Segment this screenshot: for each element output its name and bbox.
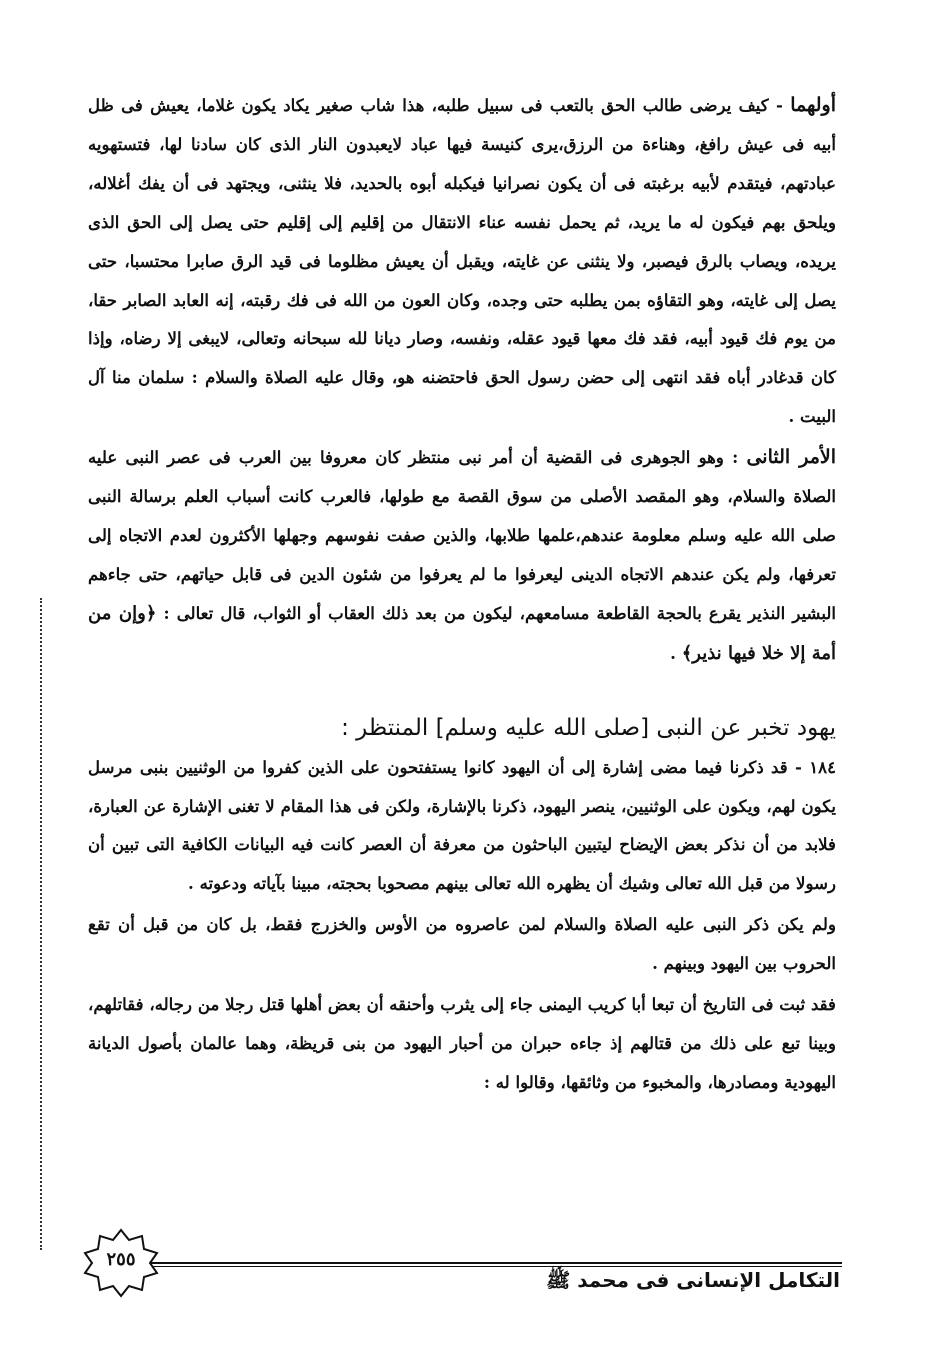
main-text-column [88, 86, 836, 1102]
paragraph-body: - كيف يرضى طالب الحق بالتعب فى سبيل طلبه، هذا شاب صغير يكاد يكون غلاما، يعيش فى ظل أبيه فى عيش رافغ، وهناءة من الرزق،يرى كنيسة فيها عباد لايعبدون النار الذى كان سادنا لها، فتستهويه عبادتهم، فيتقدم لأبيه برغبته فى أن يكون نصرانيا فيكبله أبوه بالحديد، فلا ينثنى، ويجتهد فى أن يفك أغلاله، ويلحق بهم فيكون له ما يريد، ثم يحمل نفسه عناء الانتقال من إقليم إلى إقليم حتى يصل إلى الحق الذى يريده، ويصاب بالرق فيصبر، ولا ينثنى عن غايته، ويقبل أن يعيش مظلوما فى قيد الرق صابرا محتسبا، حتى يصل إلى غايته، وهو التقاؤه بمن يطلبه حتى وجده، وكان العون من الله فى فك رقبته، إنه العابد الصابر حقا، من يوم فك قيود أبيه، فقد فك معها قيود عقله، ونفسه، وصار دیانا لله سبحانه وتعالى، لايبغى إلا رضاه، وإذا كان قدغادر أباه فقد انتهى إلى حضن رسول الحق فاحتضنه هو، وقال عليه الصلاة والسلام : سلمان منا آل البيت . [88, 95, 836, 427]
paragraph-first-matter [88, 86, 836, 436]
paragraph-lead: الأمر الثانى [746, 446, 836, 469]
section-heading: يهود تخبر عن النبى [صلى الله عليه وسلم] المنتظر : [341, 714, 836, 741]
page-number: ٢٥٥ [106, 1249, 136, 1270]
quran-quote: ﴿وإن من أمة إلا خلا فيها نذير﴾ [88, 602, 836, 664]
paragraph-lead: أولهما [790, 94, 836, 116]
paragraph-body: : وهو الجوهرى فى القضية أن أمر نبى منتظر كان معروفا بين العرب فى عصر النبى عليه الصلاة والسلام، وهو المقصد الأصلى من سوق القصة مع طولها، فالعرب كانت أسباب العلم برسالة النبى صلى الله عليه وسلم معلومة عندهم،علمها طلابها، والذين صفت نفوسهم وجهلها الأكثرون لعدم الاتجاه إلى تعرفها، ولم يكن عندهم الاتجاه الدينى ليعرفوا ما لم يعرفوا من شئون الدين فى قابل حياتهم، حتى جاءهم البشير النذير يقرع بالحجة القاطعة مسامعهم، ليكون من بعد ذلك العقاب أو الثواب، قال تعالى : [88, 447, 836, 623]
paragraph: ولم يكن ذكر النبى عليه الصلاة والسلام لمن عاصروه من الأوس والخزرج فقط، بل كان من قبل أن تقع الحروب بين اليهود وبينهم . [88, 914, 836, 974]
footer-rule [150, 1262, 842, 1264]
paragraph-second-matter [88, 438, 836, 673]
paragraph: ١٨٤ - قد ذكرنا فيما مضى إشارة إلى أن اليهود كانوا يستفتحون على الذين كفروا من الوثنيين بنبى مرسل يكون لهم، ويكون على الوثنيين، ينصر اليهود، ذكرنا بالإشارة، ولكن فى هذا المقام لا تغنى الإشارة عن العبارة، فلابد من أن نذكر بعض الإيضاح ليتبين الباحثون من معرفة أن العصر كانت فيه البيانات الكافية التى تبين أن رسولا من قبل الله تعالى وشيك أن يظهره الله تعالى بينهم مصحوبا بحجته، مبينا بآياته ودعوته . [88, 756, 836, 894]
paragraph-tail: . [670, 642, 682, 663]
footer-rule-thin [150, 1266, 842, 1267]
book-title-footer: التكامل الإنسانى فى محمد ﷺ [546, 1268, 840, 1292]
paragraph: فقد ثبت فى التاريخ أن تبعا أبا كريب اليمنى جاء إلى يثرب وأحنقه أن بعض أهلها قتل رجلا من رجاله، فقاتلهم، وبينا تبع على ذلك من قتالهم إذ جاءه حبران من أحبار اليهود من بنى قريظة، وهما عالمان بأصول الديانة اليهودية ومصادرها، والمخبوء من وثائقها، وقالوا له : [88, 994, 836, 1092]
margin-dotted-rule [40, 598, 42, 1250]
